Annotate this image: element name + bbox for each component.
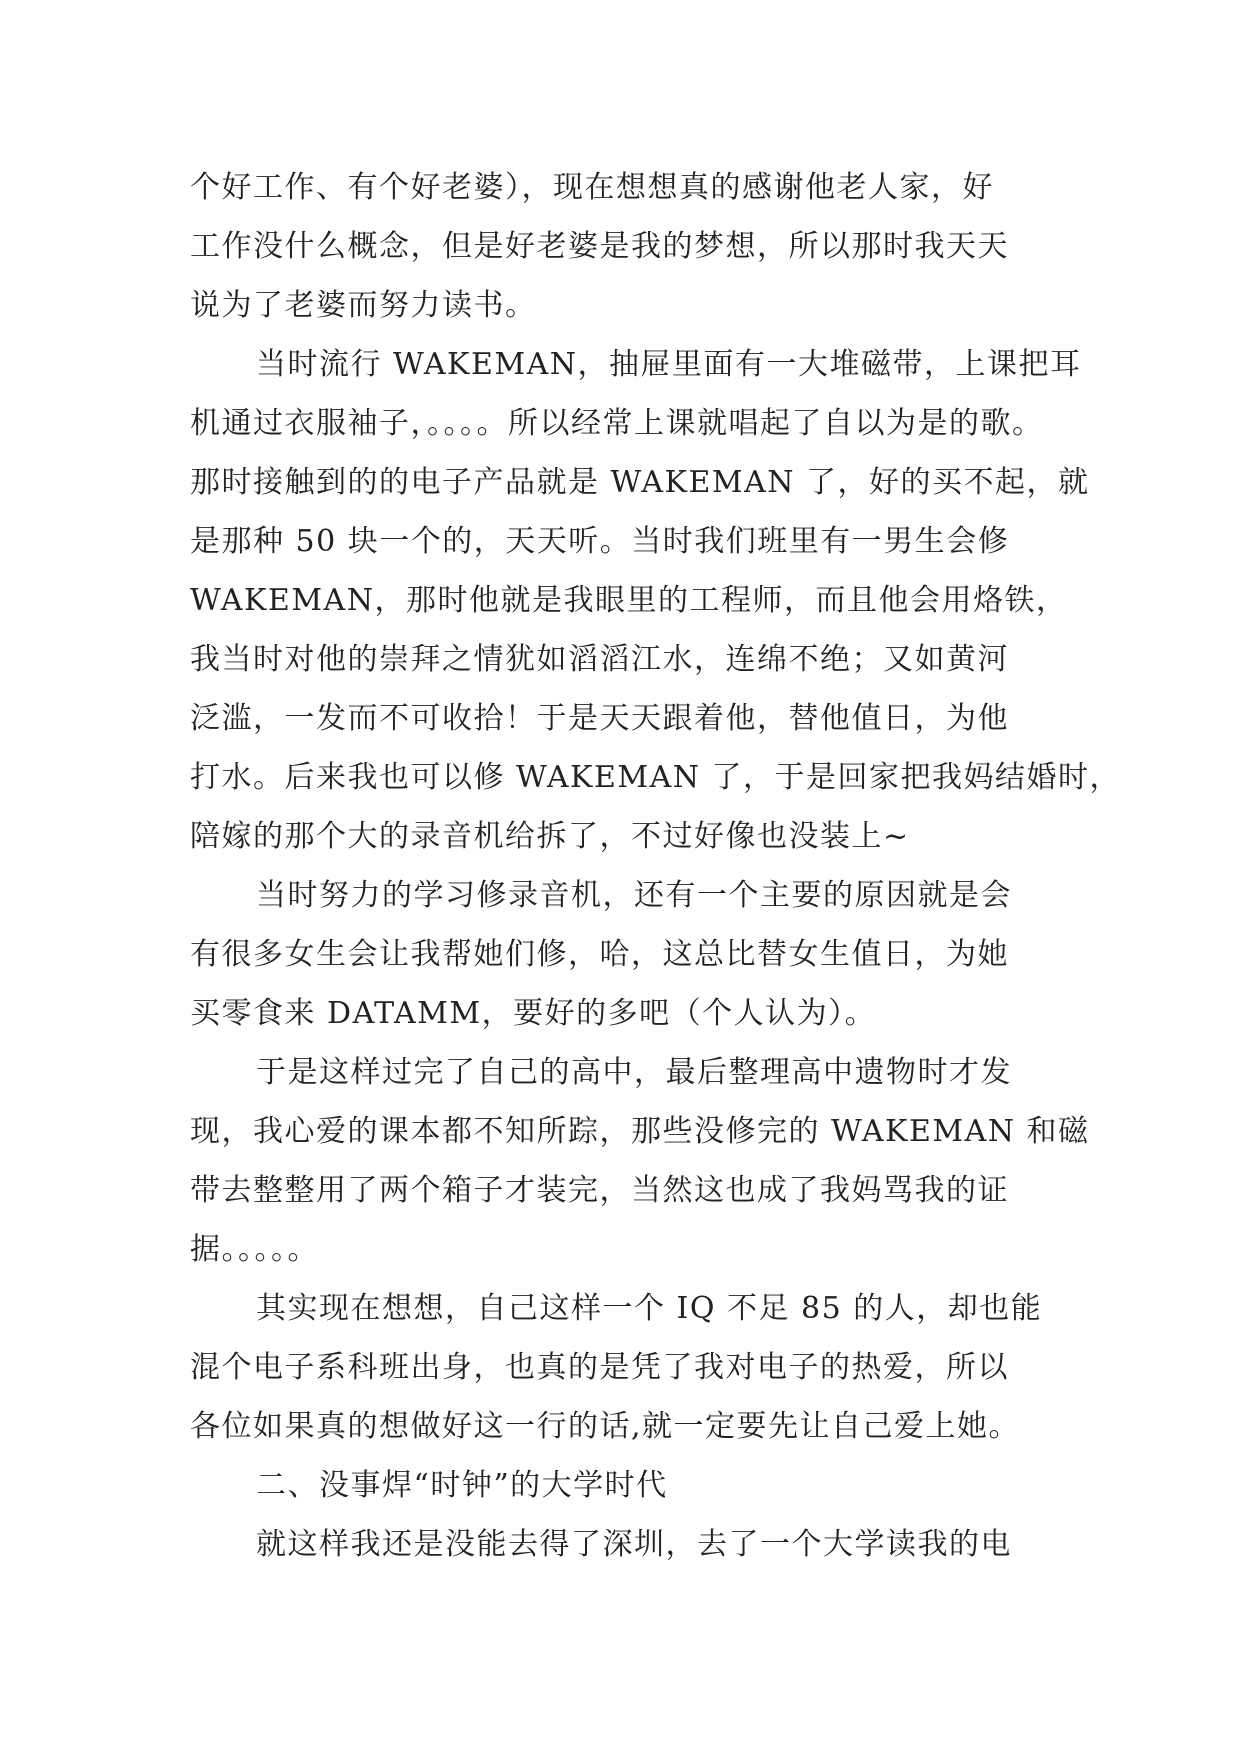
- text-line: 现，我心爱的课本都不知所踪，那些没修完的 WAKEMAN 和磁: [190, 1114, 1090, 1149]
- text-line: 买零食来 DATAMM，要好的多吧（个人认为）。: [190, 996, 877, 1031]
- text-line: 据。。。。。: [190, 1232, 319, 1267]
- text-line: 打水。后来我也可以修 WAKEMAN 了，于是回家把我妈结婚时，: [190, 760, 1122, 795]
- text-line: 是那种 50 块一个的，天天听。当时我们班里有一男生会修: [190, 524, 1010, 559]
- text-line: 我当时对他的崇拜之情犹如滔滔江水，连绵不绝；又如黄河: [190, 642, 1009, 677]
- text-line: 那时接触到的的电子产品就是 WAKEMAN 了，好的买不起，就: [190, 465, 1090, 500]
- text-line: 各位如果真的想做好这一行的话,就一定要先让自己爱上她。: [190, 1409, 1021, 1444]
- text-line: 泛滥，一发而不可收拾！于是天天跟着他，替他值日，为他: [190, 701, 1009, 736]
- text-line: 工作没什么概念，但是好老婆是我的梦想，所以那时我天天: [190, 229, 1009, 264]
- text-line: 机通过衣服袖子，。。。。所以经常上课就唱起了自以为是的歌。: [190, 406, 1044, 441]
- paragraph-first-line: 于是这样过完了自己的高中，最后整理高中遗物时才发: [256, 1055, 1012, 1090]
- paragraph-first-line: 其实现在想想，自己这样一个 IQ 不足 85 的人，却也能: [256, 1291, 1043, 1326]
- text-line: 有很多女生会让我帮她们修，哈，这总比替女生值日，为她: [190, 937, 1009, 972]
- text-line: WAKEMAN，那时他就是我眼里的工程师，而且他会用烙铁，: [190, 583, 1068, 618]
- text-line: 混个电子系科班出身，也真的是凭了我对电子的热爱，所以: [190, 1350, 1009, 1385]
- text-line: 个好工作、有个好老婆），现在想想真的感谢他老人家，好: [190, 170, 994, 205]
- text-line: 带去整整用了两个箱子才装完，当然这也成了我妈骂我的证: [190, 1173, 1009, 1208]
- paragraph-first-line: 当时流行 WAKEMAN，抽屉里面有一大堆磁带，上课把耳: [256, 347, 1082, 382]
- text-line: 陪嫁的那个大的录音机给拆了，不过好像也没装上~: [190, 819, 910, 854]
- document-body: [190, 158, 1122, 1574]
- text-line: 说为了老婆而努力读书。: [190, 288, 537, 323]
- paragraph-first-line: 就这样我还是没能去得了深圳，去了一个大学读我的电: [256, 1527, 1012, 1562]
- paragraph-first-line: 当时努力的学习修录音机，还有一个主要的原因就是会: [256, 878, 1012, 913]
- section-heading: 二、没事焊“时钟”的大学时代: [256, 1468, 668, 1503]
